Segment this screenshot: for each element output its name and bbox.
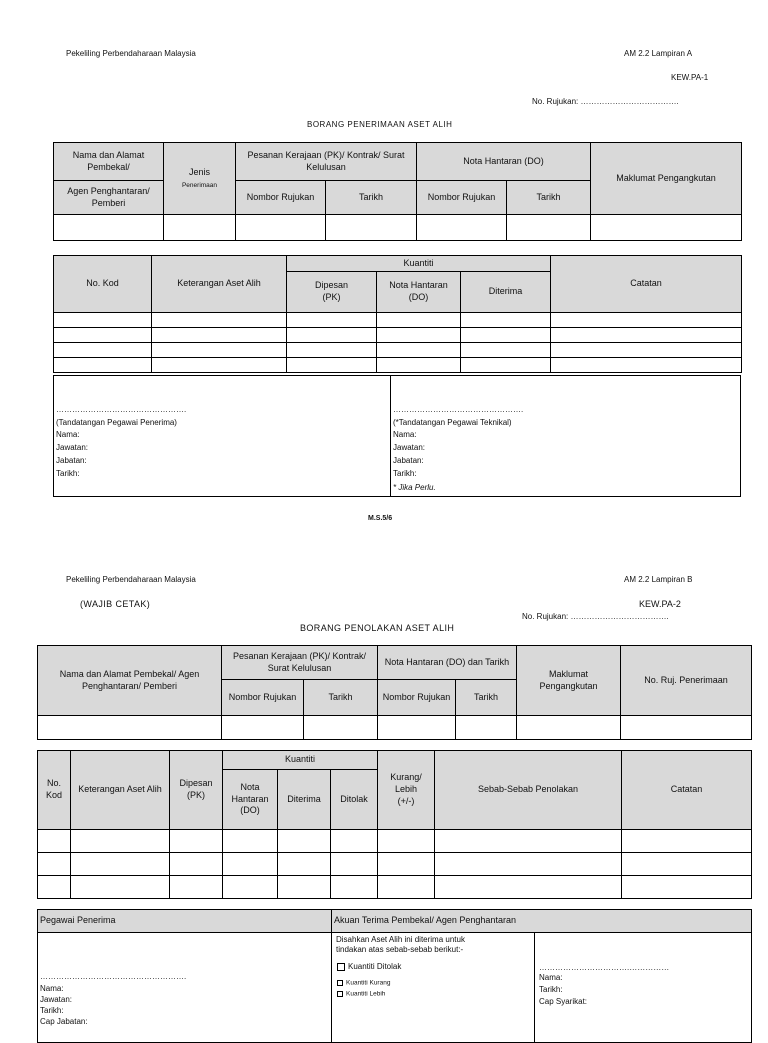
input-cell[interactable] <box>54 215 164 241</box>
option-quantity-rejected[interactable] <box>337 963 401 971</box>
input-cell[interactable] <box>71 876 170 899</box>
col-ordered <box>287 272 377 313</box>
form-title: BORANG PENERIMAAN ASET ALIH <box>307 120 453 129</box>
col-received: Diterima <box>461 272 551 313</box>
col-notes: Catatan <box>551 256 742 313</box>
receipt-table-items <box>53 255 742 373</box>
input-cell[interactable] <box>54 313 152 328</box>
input-cell[interactable] <box>378 716 456 740</box>
col-received: Diterima <box>278 770 331 830</box>
col-difference-1: Kurang/ <box>390 772 422 783</box>
date-label: Tarikh: <box>539 985 563 994</box>
col-ordered-2: (PK) <box>322 292 341 302</box>
input-cell[interactable] <box>236 215 326 241</box>
department-stamp-label: Cap Jabatan: <box>40 1017 88 1026</box>
col-ordered-1: Dipesan <box>179 778 213 789</box>
col-difference-3: (+/-) <box>397 795 415 806</box>
signature-line[interactable]: …………………………….…………… <box>539 963 670 972</box>
input-cell[interactable] <box>38 853 71 876</box>
signature-line[interactable]: ………………………………………………. <box>40 972 187 981</box>
receiving-officer-signature-label: (Tandatangan Pegawai Penerima) <box>56 418 177 427</box>
reference-number-label: No. Rujukan: ………………………………. <box>532 97 679 106</box>
col-quantity: Kuantiti <box>223 751 378 770</box>
sub-date-2: Tarikh <box>507 181 591 215</box>
position-label: Jawatan: <box>40 995 73 1004</box>
input-cell[interactable] <box>461 328 551 343</box>
input-cell[interactable] <box>164 215 236 241</box>
col-ordered <box>170 751 223 830</box>
col-code-2: Kod <box>45 790 62 800</box>
input-cell[interactable] <box>278 853 331 876</box>
input-cell[interactable] <box>287 328 377 343</box>
input-cell[interactable] <box>71 830 170 853</box>
input-cell[interactable] <box>461 343 551 358</box>
checkbox-icon[interactable] <box>337 991 343 997</box>
input-cell[interactable] <box>38 830 71 853</box>
receiving-officer-header: Pegawai Penerima <box>38 910 332 933</box>
option-quantity-short-label: Kuantiti Kurang <box>346 979 391 987</box>
col-receipt-type <box>164 143 236 215</box>
sub-date-1: Tarikh <box>304 680 378 716</box>
col-quantity: Kuantiti <box>287 256 551 272</box>
header-right: AM 2.2 Lampiran A <box>624 49 693 58</box>
technical-officer-signature-label: (*Tandatangan Pegawai Teknikal) <box>393 418 512 427</box>
sub-ref-number-2: Nombor Rujukan <box>417 181 507 215</box>
rejection-table-info <box>37 645 752 740</box>
col-ordered-2: (PK) <box>187 790 205 800</box>
option-quantity-excess-label: Kuantiti Lebih <box>346 990 386 998</box>
col-name-address-agent: Nama dan Alamat Pembekal/ Agen Penghantaran/ Pemberi <box>38 646 222 716</box>
input-cell[interactable] <box>326 215 417 241</box>
col-delivery-note-qty: Nota Hantaran (DO) <box>377 272 461 313</box>
col-code: No. Kod <box>54 256 152 313</box>
sub-ref-number-1: Nombor Rujukan <box>236 181 326 215</box>
input-cell[interactable] <box>287 343 377 358</box>
input-cell[interactable] <box>551 313 742 328</box>
checkbox-icon[interactable] <box>337 980 343 986</box>
position-label: Jawatan: <box>393 443 426 452</box>
input-cell[interactable] <box>331 876 378 899</box>
col-delivery-note-qty <box>223 770 278 830</box>
signature-line[interactable]: …………………………………………. <box>393 405 524 414</box>
input-cell[interactable] <box>170 830 223 853</box>
input-cell[interactable] <box>278 876 331 899</box>
input-cell[interactable] <box>223 876 278 899</box>
if-needed-note: * Jika Perlu. <box>393 483 436 492</box>
confirmation-text-1: Disahkan Aset Alih ini diterima untuk <box>336 935 465 944</box>
col-description: Keterangan Aset Alih <box>152 256 287 313</box>
input-cell[interactable] <box>377 313 461 328</box>
input-cell[interactable] <box>621 716 752 740</box>
signature-line[interactable]: …………………………………………. <box>56 405 187 414</box>
input-cell[interactable] <box>223 830 278 853</box>
col-receipt-type-1: Jenis <box>188 166 210 177</box>
input-cell[interactable] <box>622 830 752 853</box>
input-cell[interactable] <box>591 215 742 241</box>
col-delivery-note-3: (DO) <box>240 805 260 816</box>
col-difference-2: Lebih <box>395 784 418 795</box>
input-cell[interactable] <box>38 716 222 740</box>
mandatory-print-label: (WAJIB CETAK) <box>80 599 151 609</box>
input-cell[interactable] <box>222 716 304 740</box>
col-transport-info: Maklumat Pengangkutan <box>517 646 621 716</box>
receiving-officer-cell <box>38 933 332 1043</box>
input-cell[interactable] <box>304 716 378 740</box>
input-cell[interactable] <box>377 343 461 358</box>
input-cell[interactable] <box>54 328 152 343</box>
supplier-signature-cell <box>535 933 752 1043</box>
input-cell[interactable] <box>378 830 435 853</box>
input-cell[interactable] <box>287 313 377 328</box>
company-stamp-label: Cap Syarikat: <box>539 997 588 1006</box>
col-delivery-note-date: Nota Hantaran (DO) dan Tarikh <box>378 646 517 680</box>
col-delivery-note: Nota Hantaran (DO) <box>417 143 591 181</box>
input-cell[interactable] <box>152 358 287 373</box>
col-delivery-note-2: Hantaran <box>231 793 269 804</box>
input-cell[interactable] <box>435 830 622 853</box>
form-code: KEW.PA-2 <box>639 599 681 609</box>
date-label: Tarikh: <box>56 469 80 478</box>
input-cell[interactable] <box>278 830 331 853</box>
input-cell[interactable] <box>435 876 622 899</box>
col-notes: Catatan <box>622 751 752 830</box>
input-cell[interactable] <box>71 853 170 876</box>
position-label: Jawatan: <box>56 443 89 452</box>
input-cell[interactable] <box>223 853 278 876</box>
input-cell[interactable] <box>517 716 621 740</box>
supplier-acknowledgement-header: Akuan Terima Pembekal/ Agen Penghantaran <box>332 910 752 933</box>
input-cell[interactable] <box>378 853 435 876</box>
input-cell[interactable] <box>170 876 223 899</box>
date-label: Tarikh: <box>393 469 417 478</box>
date-label: Tarikh: <box>40 1006 64 1015</box>
input-cell[interactable] <box>507 215 591 241</box>
col-government-order: Pesanan Kerajaan (PK)/ Kontrak/ Surat Kelulusan <box>236 143 417 181</box>
input-cell[interactable] <box>417 215 507 241</box>
input-cell[interactable] <box>170 853 223 876</box>
rejection-table-items <box>37 750 752 899</box>
confirmation-text-2: tindakan atas sebab-sebab berikut:- <box>336 945 464 954</box>
input-cell[interactable] <box>622 876 752 899</box>
col-name-address: Nama dan Alamat Pembekal/ <box>54 143 164 181</box>
col-description: Keterangan Aset Alih <box>71 751 170 830</box>
checkbox-icon[interactable] <box>337 963 345 971</box>
input-cell[interactable] <box>152 343 287 358</box>
input-cell[interactable] <box>152 313 287 328</box>
input-cell[interactable] <box>38 876 71 899</box>
input-cell[interactable] <box>378 876 435 899</box>
col-difference <box>378 751 435 830</box>
name-label: Nama: <box>539 973 563 982</box>
page-reference: M.S.5/6 <box>368 515 393 522</box>
input-cell[interactable] <box>461 313 551 328</box>
col-receipt-reference: No. Ruj. Penerimaan <box>621 646 752 716</box>
col-agent: Agen Penghantaran/ Pemberi <box>54 181 164 215</box>
input-cell[interactable] <box>551 328 742 343</box>
sub-date-2: Tarikh <box>456 680 517 716</box>
receipt-table-info <box>53 142 742 241</box>
sub-date-1: Tarikh <box>326 181 417 215</box>
input-cell[interactable] <box>622 853 752 876</box>
col-rejected: Ditolak <box>331 770 378 830</box>
input-cell[interactable] <box>551 343 742 358</box>
option-quantity-excess[interactable] <box>337 991 385 998</box>
input-cell[interactable] <box>54 358 152 373</box>
input-cell[interactable] <box>377 328 461 343</box>
input-cell[interactable] <box>461 358 551 373</box>
col-code <box>38 751 71 830</box>
option-quantity-short[interactable] <box>337 980 390 987</box>
reference-number-label: No. Rujukan: ………………………………. <box>522 612 669 621</box>
input-cell[interactable] <box>287 358 377 373</box>
department-label: Jabatan: <box>56 456 87 465</box>
col-transport-info: Maklumat Pengangkutan <box>591 143 742 215</box>
col-rejection-reasons: Sebab-Sebab Penolakan <box>435 751 622 830</box>
name-label: Nama: <box>40 984 64 993</box>
signature-divider <box>390 376 391 496</box>
name-label: Nama: <box>56 430 80 439</box>
col-receipt-type-2: Penerimaan <box>181 181 218 189</box>
header-left: Pekeliling Perbendaharaan Malaysia <box>66 49 196 58</box>
input-cell[interactable] <box>331 830 378 853</box>
option-quantity-rejected-label: Kuantiti Ditolak <box>348 962 402 972</box>
col-government-order: Pesanan Kerajaan (PK)/ Kontrak/ Surat Kelulusan <box>222 646 378 680</box>
form-code: KEW.PA-1 <box>671 73 709 82</box>
name-label: Nama: <box>393 430 417 439</box>
header-right: AM 2.2 Lampiran B <box>624 575 693 584</box>
sub-ref-number-1: Nombor Rujukan <box>222 680 304 716</box>
sub-ref-number-2: Nombor Rujukan <box>378 680 456 716</box>
form-title: BORANG PENOLAKAN ASET ALIH <box>300 623 455 633</box>
col-delivery-note-1: Nota <box>240 781 260 792</box>
input-cell[interactable] <box>435 853 622 876</box>
input-cell[interactable] <box>54 343 152 358</box>
input-cell[interactable] <box>456 716 517 740</box>
col-code-1: No. <box>46 778 61 789</box>
department-label: Jabatan: <box>393 456 424 465</box>
col-ordered-1: Dipesan <box>314 280 349 291</box>
input-cell[interactable] <box>551 358 742 373</box>
header-left: Pekeliling Perbendaharaan Malaysia <box>66 575 196 584</box>
input-cell[interactable] <box>377 358 461 373</box>
input-cell[interactable] <box>331 853 378 876</box>
input-cell[interactable] <box>152 328 287 343</box>
